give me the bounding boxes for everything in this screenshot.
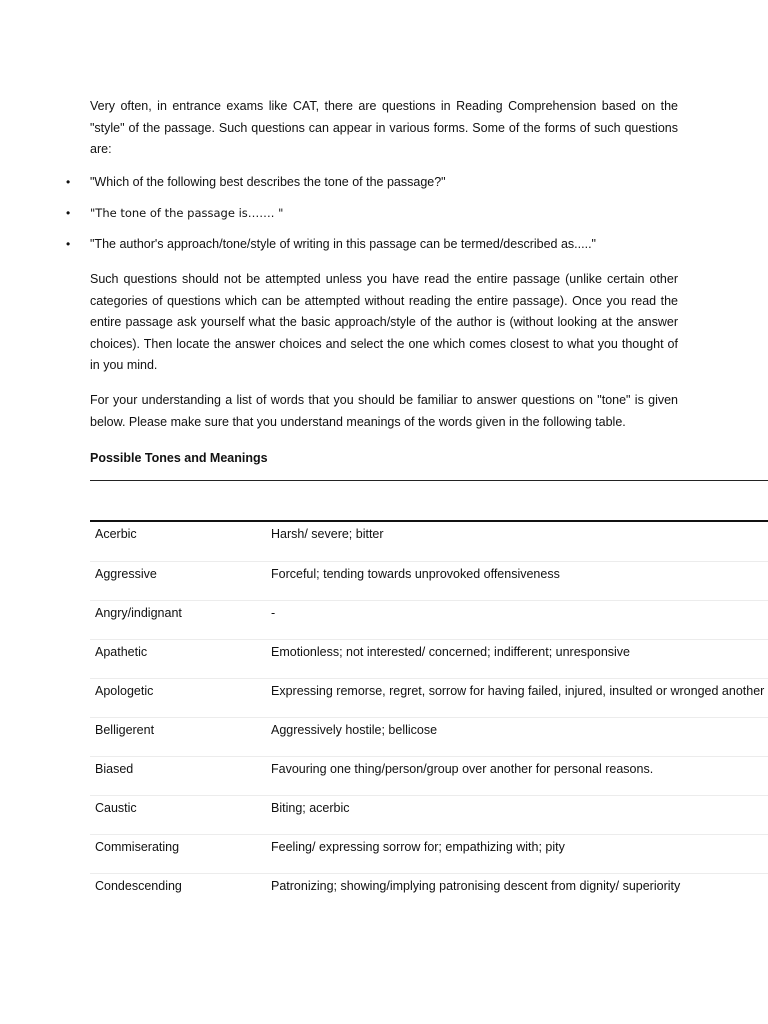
tones-table (90, 522, 768, 912)
table-row (90, 522, 768, 561)
tone-term: Angry/indignant (90, 600, 266, 639)
tone-term: Apathetic (90, 639, 266, 678)
tone-meaning: Feeling/ expressing sorrow for; empathizing with; pity (266, 834, 768, 873)
bullet-icon: • (66, 237, 71, 251)
tone-meaning: - (266, 600, 768, 639)
tone-meaning: Biting; acerbic (266, 795, 768, 834)
tone-term: Condescending (95, 878, 182, 893)
tone-term: Aggressive (90, 561, 266, 600)
bullet-icon: • (66, 175, 71, 189)
table-row (90, 873, 768, 912)
tone-meaning: Patronizing; showing/implying patronising descent from dignity/ superiority (271, 878, 681, 893)
table-row (90, 639, 768, 678)
tone-meaning: Aggressively hostile; bellicose (266, 717, 768, 756)
divider (90, 480, 768, 481)
table-row (90, 795, 768, 834)
tone-meaning: Expressing remorse, regret, sorrow for having failed, injured, insulted or wronged another (266, 678, 768, 717)
tone-term: Acerbic (90, 522, 266, 561)
table-row (90, 834, 768, 873)
bullet-icon: • (66, 206, 71, 220)
table-row (90, 600, 768, 639)
tone-term: Belligerent (90, 717, 266, 756)
question-forms-list (0, 172, 700, 255)
tone-term: Apologetic (90, 678, 266, 717)
table-row (90, 717, 768, 756)
table-row (90, 561, 768, 600)
table-row (90, 678, 768, 717)
list-item (0, 234, 700, 255)
list-item (0, 172, 700, 193)
tone-term: Caustic (90, 795, 266, 834)
list-item-text: "Which of the following best describes the tone of the passage?" (90, 175, 446, 189)
word-list-paragraph: For your understanding a list of words that you should be familiar to answer questions on "tone" is given below. Please make sure that you understand meanings of the words given in the following table. (90, 393, 678, 429)
list-item (0, 203, 700, 224)
intro-paragraph: Very often, in entrance exams like CAT, there are questions in Reading Comprehension based on the "style" of the passage. Such questions can appear in various forms. Some of the forms of such questions are: (90, 99, 678, 156)
tone-term: Biased (90, 756, 266, 795)
approach-paragraph: Such questions should not be attempted unless you have read the entire passage (unlike certain other categories of questions which can be attempted without reading the entire passage). Once you read the entire passage ask yourself what the basic approach/style of the author is (without looking at the answer choices). Then locate the answer choices and select the one which comes closest to what you thought of in you mind. (90, 272, 678, 372)
table-row (90, 756, 768, 795)
list-item-text: "The tone of the passage is……. " (90, 206, 284, 220)
tone-meaning: Favouring one thing/person/group over another for personal reasons. (266, 756, 768, 795)
list-item-text: "The author's approach/tone/style of writing in this passage can be termed/described as....." (90, 237, 596, 251)
tone-meaning: Emotionless; not interested/ concerned; indifferent; unresponsive (266, 639, 768, 678)
tone-term: Commiserating (90, 834, 266, 873)
tone-meaning: Forceful; tending towards unprovoked offensiveness (266, 561, 768, 600)
section-title: Possible Tones and Meanings (90, 451, 268, 465)
tone-meaning: Harsh/ severe; bitter (266, 522, 768, 561)
tones-table-body (90, 522, 768, 912)
